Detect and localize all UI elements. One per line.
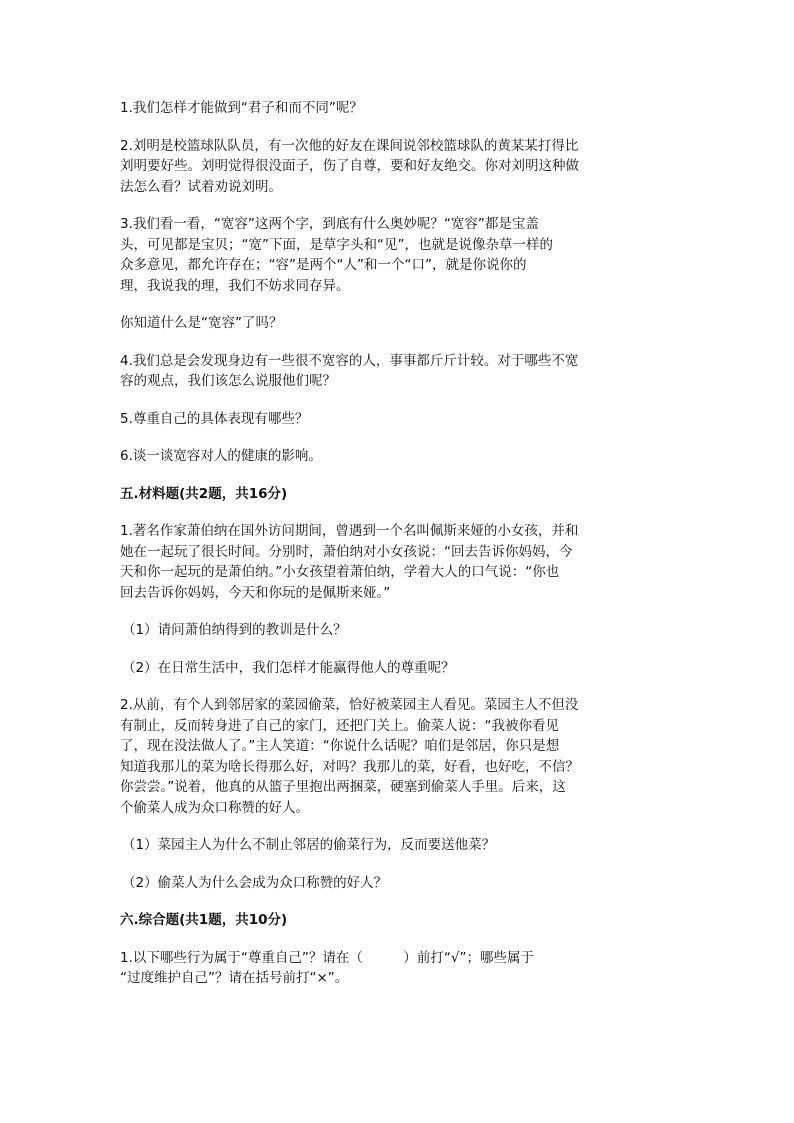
material-question-1-part-2: （2）在日常生活中，我们怎样才能赢得他人的尊重呢？ — [122, 659, 455, 676]
material-question-1: 1.著名作家萧伯纳在国外访问期间，曾遇到一个名叫佩斯来娅的小女孩，并和 她在一起玩了很长时间。分别时，萧伯纳对小女孩说：“回去告诉你妈妈，今 天和你一起玩的是萧伯纳。”小女孩望着萧伯纳，学着大人的口气说：“你也 回去告诉你妈妈，今天和你玩的是佩斯来娅。” — [120, 523, 579, 601]
document-page — [120, 98, 680, 1006]
question-3: 3.我们看一看，“宽容”这两个字，到底有什么奥妙呢？“宽容”都是宝盖 头，可见都是宝贝；“宽”下面，是草字头和“见”，也就是说像杂草一样的 众多意见，都允许存在；“容”是两个“人”和一个“口”，就是你说你的 理，我说我的理，我们不妨求同存异。 — [120, 216, 553, 294]
section-heading-materials: 五.材料题(共2题，共16分) — [120, 485, 288, 502]
comprehensive-question-1: 1.以下哪些行为属于“尊重自己”？请在（ ）前打“√”；哪些属于 “过度维护自己”？请在括号前打“×”。 — [120, 949, 534, 986]
question-1: 1.我们怎样才能做到“君子和而不同”呢？ — [120, 100, 363, 116]
question-5: 5.尊重自己的具体表现有哪些？ — [120, 410, 309, 427]
question-2: 2.刘明是校篮球队队员，有一次他的好友在课间说邻校篮球队的黄某某打得比 刘明要好些。刘明觉得很没面子，伤了自尊，要和好友绝交。你对刘明这种做 法怎么看？试着劝说刘明。 — [120, 137, 579, 195]
question-4: 4.我们总是会发现身边有一些很不宽容的人，事事都斤斤计较。对于哪些不宽 容的观点，我们该怎么说服他们呢？ — [120, 352, 579, 389]
material-question-2-part-2: （2）偷菜人为什么会成为众口称赞的好人？ — [122, 874, 388, 891]
material-question-2: 2.从前，有个人到邻居家的菜园偷菜，恰好被菜园主人看见。菜园主人不但没 有制止，反而转身进了自己的家门，还把门关上。偷菜人说：“我被你看见 了，现在没法做人了。”主人笑道：“你说什么话呢？咱们是邻居，你只是想 知道我那儿的菜为啥长得那么好，对吗？我那儿的菜，好看，也好吃，不信？ 你尝尝。”说着，他真的从篮子里抱出两捆菜，硬塞到偷菜人手里。后来，这 个偷菜人成为众口称赞的好人。 — [120, 697, 579, 816]
section-heading-comprehensive: 六.综合题(共1题，共10分) — [120, 912, 288, 928]
material-question-1-part-1: （1）请问萧伯纳得到的教训是什么？ — [122, 622, 347, 638]
question-3-prompt: 你知道什么是“宽容”了吗？ — [120, 315, 283, 331]
material-question-2-part-1: （1）菜园主人为什么不制止邻居的偷菜行为，反而要送他菜？ — [122, 837, 496, 853]
question-6: 6.谈一谈宽容对人的健康的影响。 — [120, 448, 322, 464]
